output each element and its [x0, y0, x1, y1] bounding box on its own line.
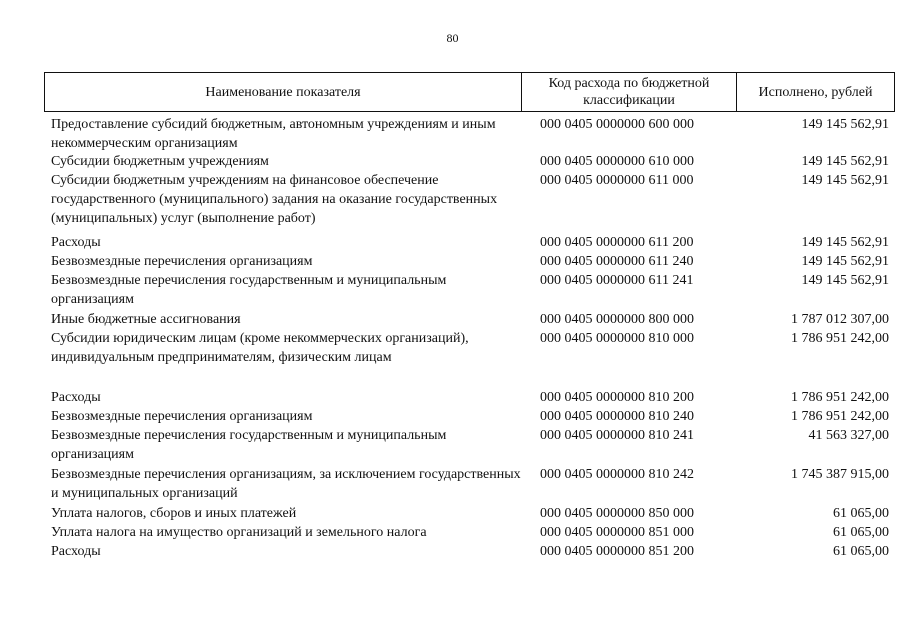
- header-name: Наименование показателя: [45, 73, 522, 111]
- row-sum: 41 563 327,00: [808, 428, 889, 443]
- row-code: 000 0405 0000000 611 240: [540, 254, 694, 269]
- page-number: 80: [446, 31, 459, 45]
- row-sum: 61 065,00: [833, 544, 889, 559]
- row-code: 000 0405 0000000 810 200: [540, 390, 694, 405]
- row-sum: 61 065,00: [833, 525, 889, 540]
- row-code: 000 0405 0000000 810 241: [540, 428, 694, 443]
- row-name: Уплата налогов, сборов и иных платежей: [51, 506, 297, 521]
- row-sum: 149 145 562,91: [801, 117, 889, 132]
- row-sum: 1 786 951 242,00: [791, 409, 889, 424]
- row-sum: 1 786 951 242,00: [791, 331, 889, 346]
- row-name: Иные бюджетные ассигнования: [51, 312, 241, 327]
- row-sum: 149 145 562,91: [801, 273, 889, 288]
- row-sum: 149 145 562,91: [801, 254, 889, 269]
- row-name: Безвозмездные перечисления организациям: [51, 254, 313, 269]
- row-code: 000 0405 0000000 851 000: [540, 525, 694, 540]
- row-code: 000 0405 0000000 610 000: [540, 154, 694, 169]
- row-name: Безвозмездные перечисления государственным и муниципальным организациям: [51, 428, 447, 462]
- row-name: Субсидии бюджетным учреждениям: [51, 154, 269, 169]
- row-code: 000 0405 0000000 611 000: [540, 173, 694, 188]
- row-sum: 149 145 562,91: [801, 173, 889, 188]
- row-name: Субсидии бюджетным учреждениям на финансовое обеспечение государственного (муниципального) задания на оказание государственных (муниципальных) услуг (выполнение работ): [51, 173, 498, 226]
- row-name: Расходы: [51, 235, 101, 250]
- header-code: Код расхода по бюджетной классификации: [522, 73, 737, 111]
- row-name: Уплата налога на имущество организаций и земельного налога: [51, 525, 427, 540]
- row-code: 000 0405 0000000 850 000: [540, 506, 694, 521]
- row-code: 000 0405 0000000 851 200: [540, 544, 694, 559]
- row-sum: 149 145 562,91: [801, 235, 889, 250]
- row-code: 000 0405 0000000 611 241: [540, 273, 694, 288]
- row-code: 000 0405 0000000 800 000: [540, 312, 694, 327]
- row-name: Расходы: [51, 390, 101, 405]
- row-name: Расходы: [51, 544, 101, 559]
- row-sum: 1 787 012 307,00: [791, 312, 889, 327]
- row-sum: 61 065,00: [833, 506, 889, 521]
- row-sum: 1 745 387 915,00: [791, 467, 889, 482]
- row-name: Субсидии юридическим лицам (кроме некоммерческих организаций), индивидуальным предпринимателям, физическим лицам: [51, 331, 469, 365]
- row-sum: 1 786 951 242,00: [791, 390, 889, 405]
- row-code: 000 0405 0000000 810 240: [540, 409, 694, 424]
- table-header: [44, 72, 895, 112]
- row-code: 000 0405 0000000 600 000: [540, 117, 694, 132]
- header-sum: Исполнено, рублей: [758, 84, 873, 100]
- row-code: 000 0405 0000000 810 000: [540, 331, 694, 346]
- row-sum: 149 145 562,91: [801, 154, 889, 169]
- row-name: Безвозмездные перечисления организациям: [51, 409, 313, 424]
- row-name: Безвозмездные перечисления организациям, за исключением государственных и муниципальных организаций: [51, 467, 521, 501]
- row-code: 000 0405 0000000 810 242: [540, 467, 694, 482]
- row-name: Предоставление субсидий бюджетным, автономным учреждениям и иным некоммерческим организациям: [51, 117, 496, 151]
- row-code: 000 0405 0000000 611 200: [540, 235, 694, 250]
- row-name: Безвозмездные перечисления государственным и муниципальным организациям: [51, 273, 447, 307]
